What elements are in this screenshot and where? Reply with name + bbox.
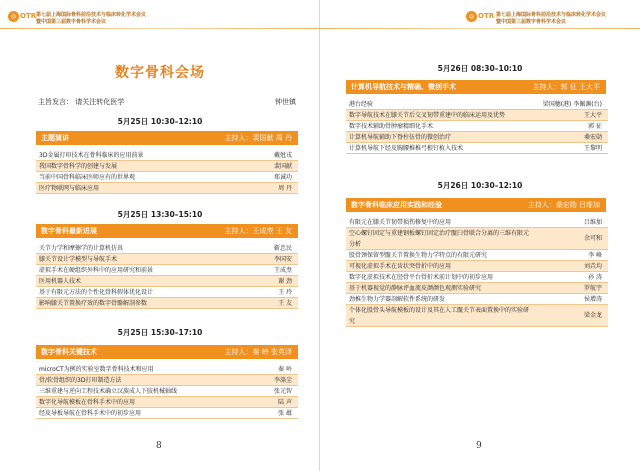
header-text xyxy=(36,12,146,26)
session-title: 数字骨科关键技术 xyxy=(41,348,97,356)
table-row xyxy=(36,150,298,161)
speaker-name: 吕维加 xyxy=(583,219,602,226)
speaker-name: 王 友 xyxy=(278,300,292,307)
table-row xyxy=(346,121,608,132)
talk-title: 我国数字骨科学的创建与发展 xyxy=(39,163,118,170)
table-row xyxy=(36,243,298,254)
session-chairs: 主持人：秦 岭 张英泽 xyxy=(224,348,292,356)
header-line2: 暨中国第三届数字骨科学术会议 xyxy=(36,19,107,25)
session-rows xyxy=(346,217,608,327)
talk-title: 个体化股骨头导航模板的设计及其在人工髋关节表面置换中的实验研究 xyxy=(349,307,530,325)
table-row xyxy=(36,254,298,265)
speaker-name: 桑宏勋 xyxy=(583,134,602,141)
table-row xyxy=(36,408,298,419)
table-row xyxy=(36,172,298,183)
speaker-name: 刘垚均 xyxy=(583,263,602,270)
speaker-name: 谢 劲 xyxy=(278,278,292,285)
table-row xyxy=(36,364,298,375)
table-row xyxy=(36,287,298,298)
session-rows xyxy=(36,364,298,419)
table-row xyxy=(346,228,608,250)
header-line1: 第七届上海国际骨科前沿技术与临床转化学术会议 xyxy=(496,12,607,18)
talk-title: 医疗物联网与临床应用 xyxy=(39,185,100,192)
speaker-name: 罗航宇 xyxy=(583,285,602,292)
page-header xyxy=(320,8,640,30)
speaker-name: 裴国献 xyxy=(273,163,292,170)
table-row xyxy=(36,298,298,309)
speaker-name: 梁国穗(港) 李佩渊(台) xyxy=(542,101,602,108)
speaker-name: 王大平 xyxy=(583,112,602,119)
session-time: 5月26日 08:30–10:10 xyxy=(437,64,523,73)
header-line2: 暨中国第三届数字骨科学术会议 xyxy=(496,19,567,25)
speaker-name: 李国安 xyxy=(273,256,292,263)
talk-title: 医用机器人技术 xyxy=(39,278,82,285)
table-row xyxy=(36,265,298,276)
session-time: 5月26日 10:30–12:10 xyxy=(437,181,523,190)
talk-title: 港台经验 xyxy=(349,101,374,108)
speaker-name: 郑诚功 xyxy=(273,174,292,181)
table-row xyxy=(346,250,608,261)
page-number: 9 xyxy=(476,441,482,451)
talk-title: 数字化虚拟技术在胫骨平台骨折术前计划中的初步应用 xyxy=(349,274,494,281)
table-row xyxy=(346,261,608,272)
page-header xyxy=(0,8,319,30)
speaker-name: 孙 涛 xyxy=(588,274,602,281)
table-row xyxy=(36,375,298,386)
speaker-name: 李涤尘 xyxy=(273,377,292,384)
talk-title: 有限元在膝关节韧带损伤修复中的应用 xyxy=(349,219,452,226)
speaker-name: 张元智 xyxy=(273,388,292,395)
session-title: 主题演讲 xyxy=(41,134,69,142)
table-row xyxy=(36,386,298,397)
speaker-name: 陆 声 xyxy=(278,399,292,406)
talk-title: 经皮导板导航在骨科手术中的初步应用 xyxy=(39,410,142,417)
header-rule xyxy=(320,28,640,29)
talk-title: 关节力学和摩擦学的计算机仿真 xyxy=(39,245,124,252)
header-line1: 第七届上海国际骨科前沿技术与临床转化学术会议 xyxy=(36,12,147,18)
speaker-name: 秦 岭 xyxy=(278,366,292,373)
session-bar xyxy=(36,224,298,238)
session-title: 数字骨科临床应用实践和经验 xyxy=(351,201,442,209)
session-bar xyxy=(36,345,298,359)
talk-title: 数字技术辅助骨肿瘤精细化手术 xyxy=(349,123,434,130)
speaker-name: 余可和 xyxy=(583,235,602,242)
table-row xyxy=(346,132,608,143)
speaker-name: 周 丹 xyxy=(278,185,292,192)
page-number: 8 xyxy=(156,441,162,451)
logo-circle-icon: ◎ xyxy=(8,11,19,22)
talk-title: 当前中国骨科临床医师应有的世界观 xyxy=(39,174,136,181)
table-row xyxy=(36,397,298,408)
keynote-speaker: 钟世镇 xyxy=(275,98,296,106)
talk-title: 3D金属打印技术在骨科临床的应用前景 xyxy=(39,152,144,159)
talk-title: 膝关节设计学模型与导航手术 xyxy=(39,256,118,263)
talk-title: 劲椎生物力学器剖解软件系统的研发 xyxy=(349,296,446,303)
keynote-label: 主旨发言： 请关注转化医学 xyxy=(38,98,125,106)
header-rule xyxy=(0,28,320,29)
speaker-name: 靳忠民 xyxy=(273,245,292,252)
speaker-name: 戴尅戎 xyxy=(273,152,292,159)
speaker-name: 张 蕴 xyxy=(278,410,292,417)
table-row xyxy=(36,161,298,172)
keynote-line xyxy=(38,97,296,107)
session-chairs: 主持人：裴国献 周 丹 xyxy=(224,134,292,142)
talk-title: 数字导航技术在膝关节后交叉韧带重建中的临床运用及优势 xyxy=(349,112,506,119)
table-row xyxy=(346,99,608,110)
talk-title: 空心螺钉固定与重建钢板螺钉固定治疗髋臼骨联合分离的三维有限元分析 xyxy=(349,230,530,248)
talk-title: 影响膝关节置换疗效的数字骨骼解剖参数 xyxy=(39,300,148,307)
table-row xyxy=(346,217,608,228)
session-chairs: 主持人：桑宏勋 吕维加 xyxy=(527,201,600,209)
table-row xyxy=(36,183,298,194)
talk-title: 计算机导航辅助下脊柱伍骨的微创治疗 xyxy=(349,134,452,141)
talk-title: 骨/软骨组织的3D打印制造方法 xyxy=(39,377,122,384)
talk-title: 基于机器视觉的静脉评血流皮颜颜色观测实验研究 xyxy=(349,285,482,292)
right-page xyxy=(320,0,640,471)
talk-title: 数字化导航模板在骨科手术中的应用 xyxy=(39,399,136,406)
talk-title: 虚拟手术在硬组织外科中的应用研究和前景 xyxy=(39,267,154,274)
session-rows xyxy=(36,243,298,309)
table-row xyxy=(346,110,608,121)
speaker-name: 王成焘 xyxy=(273,267,292,274)
session-bar xyxy=(346,80,606,94)
session-time: 5月25日 15:30–17:10 xyxy=(117,328,203,337)
table-row xyxy=(346,283,608,294)
speaker-name: 王黎明 xyxy=(583,145,602,152)
table-row xyxy=(346,294,608,305)
table-row xyxy=(346,143,608,154)
session-title: 数字骨科最新进展 xyxy=(41,227,97,235)
talk-title: 计算机导航下经皮胸腰椎椎弓根钉植入技术 xyxy=(349,145,464,152)
session-title: 计算机导航技术与精确、微创手术 xyxy=(351,83,456,91)
speaker-name: 王 玲 xyxy=(278,289,292,296)
speaker-name: 梁金龙 xyxy=(583,312,602,319)
talk-title: 可视化虚拟手术在齿状突骨折中的应用 xyxy=(349,263,452,270)
session-time: 5月25日 13:30–15:10 xyxy=(117,210,203,219)
session-rows xyxy=(346,99,608,154)
conference-logo: ◎ OTR xyxy=(8,11,36,22)
session-bar xyxy=(346,198,606,212)
talk-title: microCT为例的实验室数字骨科技术和应用 xyxy=(39,366,154,373)
session-chairs: 主持人：王成焘 王 友 xyxy=(224,227,292,235)
session-bar xyxy=(36,131,298,145)
talk-title: 三维重建与逆向工程技术确立汉族成人下肢机械轴线 xyxy=(39,388,178,395)
logo-circle-icon: ◎ xyxy=(466,11,477,22)
speaker-name: 侯增涛 xyxy=(583,296,602,303)
table-row xyxy=(346,272,608,283)
speaker-name: 郭 征 xyxy=(588,123,602,130)
table-row xyxy=(346,305,608,327)
talk-title: 基于有限元方法的个性化骨科假体优化设计 xyxy=(39,289,154,296)
talk-title: 股骨颈保留型髋关节置换生物力学特点的有限元研究 xyxy=(349,252,488,259)
page-title: 数字骨科会场 xyxy=(115,65,205,81)
session-chairs: 主持人：郭 征 王大平 xyxy=(532,83,600,91)
conference-logo: ◎ OTR xyxy=(466,11,494,22)
header-text xyxy=(496,12,606,26)
speaker-name: 李 峰 xyxy=(588,252,602,259)
table-row xyxy=(36,276,298,287)
session-rows xyxy=(36,150,298,194)
session-time: 5月25日 10:30–12:10 xyxy=(117,117,203,126)
